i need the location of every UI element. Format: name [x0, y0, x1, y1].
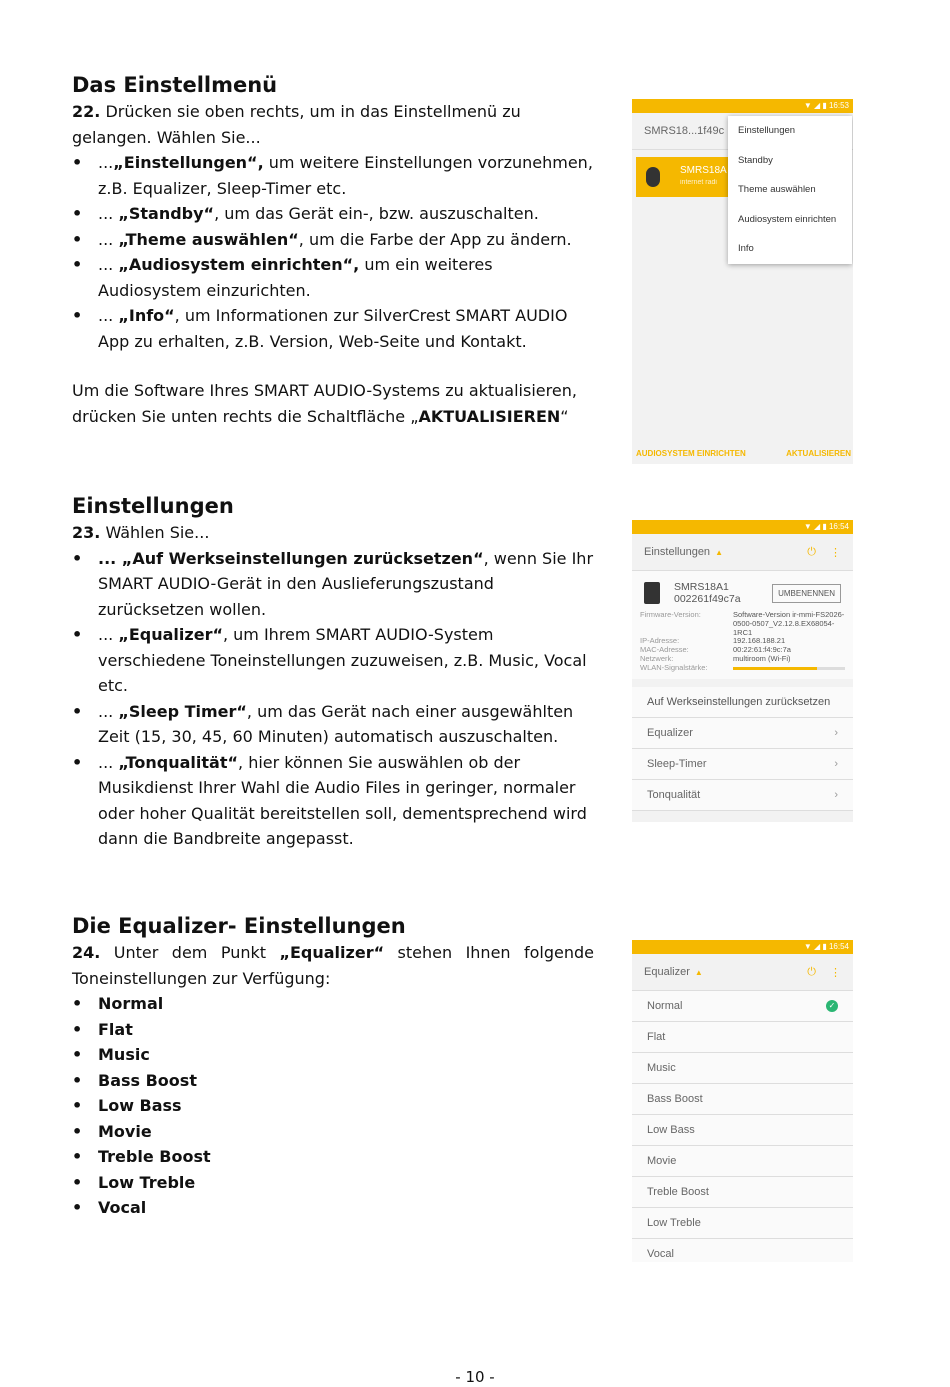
- rename-button[interactable]: UMBENENNEN: [772, 584, 841, 603]
- equalizer-row[interactable]: Low Bass: [632, 1115, 853, 1146]
- equalizer-row[interactable]: Flat: [632, 1022, 853, 1053]
- row-tonqualitaet[interactable]: Tonqualität ›: [632, 780, 853, 811]
- option-list: [72, 546, 594, 852]
- status-bar: ▼ ◢ ▮ 16:53: [632, 99, 853, 113]
- list-item: • Vocal: [72, 1195, 594, 1221]
- list-item: • ... „Theme auswählen“, um die Farbe der App zu ändern.: [72, 227, 594, 253]
- equalizer-row[interactable]: Music: [632, 1053, 853, 1084]
- list-item: • ... „Equalizer“, um Ihrem SMART AUDIO-System verschiedene Toneinstellungen zuzuweisen, z.B. Music, Vocal etc.: [72, 622, 594, 699]
- menu-item-standby[interactable]: Standby: [738, 154, 773, 166]
- list-item: • ... „Tonqualität“, hier können Sie auswählen ob der Musikdienst Ihrer Wahl die Audio Files in geringer, normaler oder hoher Qualität bereitstellen soll, dementsprechend wird dann die Bandbreite angepasst.: [72, 750, 594, 852]
- info-row: MAC-Adresse: 00:22:61:f4:9c:7a: [632, 646, 853, 655]
- aktualisieren-button[interactable]: AKTUALISIEREN: [786, 449, 851, 458]
- list-item: • Low Treble: [72, 1170, 594, 1196]
- equalizer-row[interactable]: Vocal: [632, 1239, 853, 1262]
- more-icon[interactable]: ⋮: [830, 546, 841, 559]
- info-row: IP-Adresse: 192.168.188.21: [632, 637, 853, 646]
- screenshot-menu: [632, 99, 853, 464]
- list-item: • ... „Sleep Timer“, um das Gerät nach einer ausgewählten Zeit (15, 30, 45, 60 Minuten) automatisch auszuschalten.: [72, 699, 594, 750]
- list-item: • Movie: [72, 1119, 594, 1145]
- list-item: • ... „Audiosystem einrichten“, um ein weiteres Audiosystem einzurichten.: [72, 252, 594, 303]
- menu-item-einstellungen[interactable]: Einstellungen: [738, 125, 796, 136]
- screenshot-settings: [632, 520, 853, 822]
- list-item: • ... „Standby“, um das Gerät ein-, bzw. auszuschalten.: [72, 201, 594, 227]
- section-title: Das Einstellmenü: [72, 73, 278, 97]
- menu-item-theme[interactable]: Theme auswählen: [738, 184, 816, 196]
- section-title: Die Equalizer- Einstellungen: [72, 914, 406, 938]
- intro-paragraph: 22. Drücken sie oben rechts, um in das Einstellmenü zu gelangen. Wählen Sie...: [72, 102, 521, 147]
- caret-up-icon[interactable]: ▲: [715, 547, 723, 557]
- device-info: [632, 571, 853, 611]
- list-item: • Flat: [72, 1017, 594, 1043]
- equalizer-row[interactable]: Low Treble: [632, 1208, 853, 1239]
- device-name: SMRS18A1: [674, 581, 729, 593]
- update-paragraph: Um die Software Ihres SMART AUDIO-Systems zu aktualisieren, drücken Sie unten rechts die Schaltfläche „AKTUALISIEREN“: [72, 381, 577, 426]
- info-row: Netzwerk: multiroom (Wi-Fi): [632, 655, 853, 664]
- check-icon: ✓: [826, 1000, 838, 1012]
- list-item: • ... „Info“, um Informationen zur SilverCrest SMART AUDIO App zu erhalten, z.B. Version, Web-Seite und Kontakt.: [72, 303, 594, 354]
- info-row: Firmware-Version: Software-Version ir-mmi-FS2026-0500-0507_V2.12.8.EX68054-1RC1: [632, 611, 853, 637]
- status-bar: ▼ ◢ ▮ 16:54: [632, 520, 853, 534]
- info-row: WLAN-Signalstärke:: [632, 664, 853, 679]
- section-einstellmenue: [72, 72, 594, 429]
- equalizer-row[interactable]: Movie: [632, 1146, 853, 1177]
- section-einstellungen: [72, 493, 594, 852]
- intro-paragraph: 24. Unter dem Punkt „Equalizer“ stehen Ihnen folgende: [72, 943, 595, 962]
- row-factory-reset[interactable]: Auf Werkseinstellungen zurücksetzen: [632, 687, 853, 718]
- section-equalizer: [72, 913, 594, 1221]
- wlan-signal-bar: [733, 667, 845, 670]
- row-sleep-timer[interactable]: Sleep-Timer ›: [632, 749, 853, 780]
- app-header: Equalizer ▲ ⏻ ⋮: [632, 954, 853, 991]
- equalizer-options: [632, 991, 853, 1262]
- footer-bar: [636, 449, 851, 458]
- audiosystem-button[interactable]: AUDIOSYSTEM EINRICHTEN: [636, 449, 746, 458]
- device-card[interactable]: SMRS18A internet radi: [636, 157, 849, 197]
- app-header: SMRS18...1f49c: [632, 113, 853, 150]
- menu-item-info[interactable]: Info: [738, 243, 754, 255]
- speaker-icon: [646, 167, 660, 187]
- chevron-right-icon: ›: [834, 757, 838, 770]
- row-equalizer[interactable]: Equalizer ›: [632, 718, 853, 749]
- equalizer-row[interactable]: Bass Boost: [632, 1084, 853, 1115]
- chevron-right-icon: ›: [834, 788, 838, 801]
- chevron-right-icon: ›: [834, 726, 838, 739]
- section-title: Einstellungen: [72, 494, 234, 518]
- list-item: • ...„Einstellungen“, um weitere Einstellungen vorzunehmen, z.B. Equalizer, Sleep-Timer etc.: [72, 150, 594, 201]
- menu-item-audiosystem[interactable]: Audiosystem einrichten: [738, 213, 837, 225]
- equalizer-row[interactable]: Normal ✓: [632, 991, 853, 1022]
- list-item: • Treble Boost: [72, 1144, 594, 1170]
- page-number: - 10 -: [455, 1368, 495, 1386]
- list-item: • Normal: [72, 991, 594, 1017]
- device-id: 002261f49c7a: [674, 593, 741, 605]
- list-item: • Music: [72, 1042, 594, 1068]
- list-item: • ... „Auf Werkseinstellungen zurücksetzen“, wenn Sie Ihr SMART AUDIO-Gerät in den Auslieferungszustand zurücksetzen wollen.: [72, 546, 594, 623]
- list-item: • Bass Boost: [72, 1068, 594, 1094]
- equalizer-row[interactable]: Treble Boost: [632, 1177, 853, 1208]
- option-list: [72, 150, 594, 354]
- intro-paragraph-line2: Toneinstellungen zur Verfügung:: [72, 968, 331, 988]
- power-icon[interactable]: ⏻: [807, 545, 816, 558]
- status-bar: ▼ ◢ ▮ 16:54: [632, 940, 853, 954]
- equalizer-list: [72, 991, 594, 1221]
- more-icon[interactable]: ⋮: [830, 966, 841, 979]
- speaker-icon: [644, 582, 660, 604]
- overflow-menu: [728, 116, 852, 264]
- power-icon[interactable]: ⏻: [807, 965, 816, 978]
- list-item: • Low Bass: [72, 1093, 594, 1119]
- caret-up-icon[interactable]: ▲: [694, 967, 703, 977]
- app-header: Einstellungen ▲ ⏻ ⋮: [632, 534, 853, 571]
- screenshot-equalizer: [632, 940, 853, 1262]
- intro-paragraph: 23. Wählen Sie...: [72, 523, 210, 542]
